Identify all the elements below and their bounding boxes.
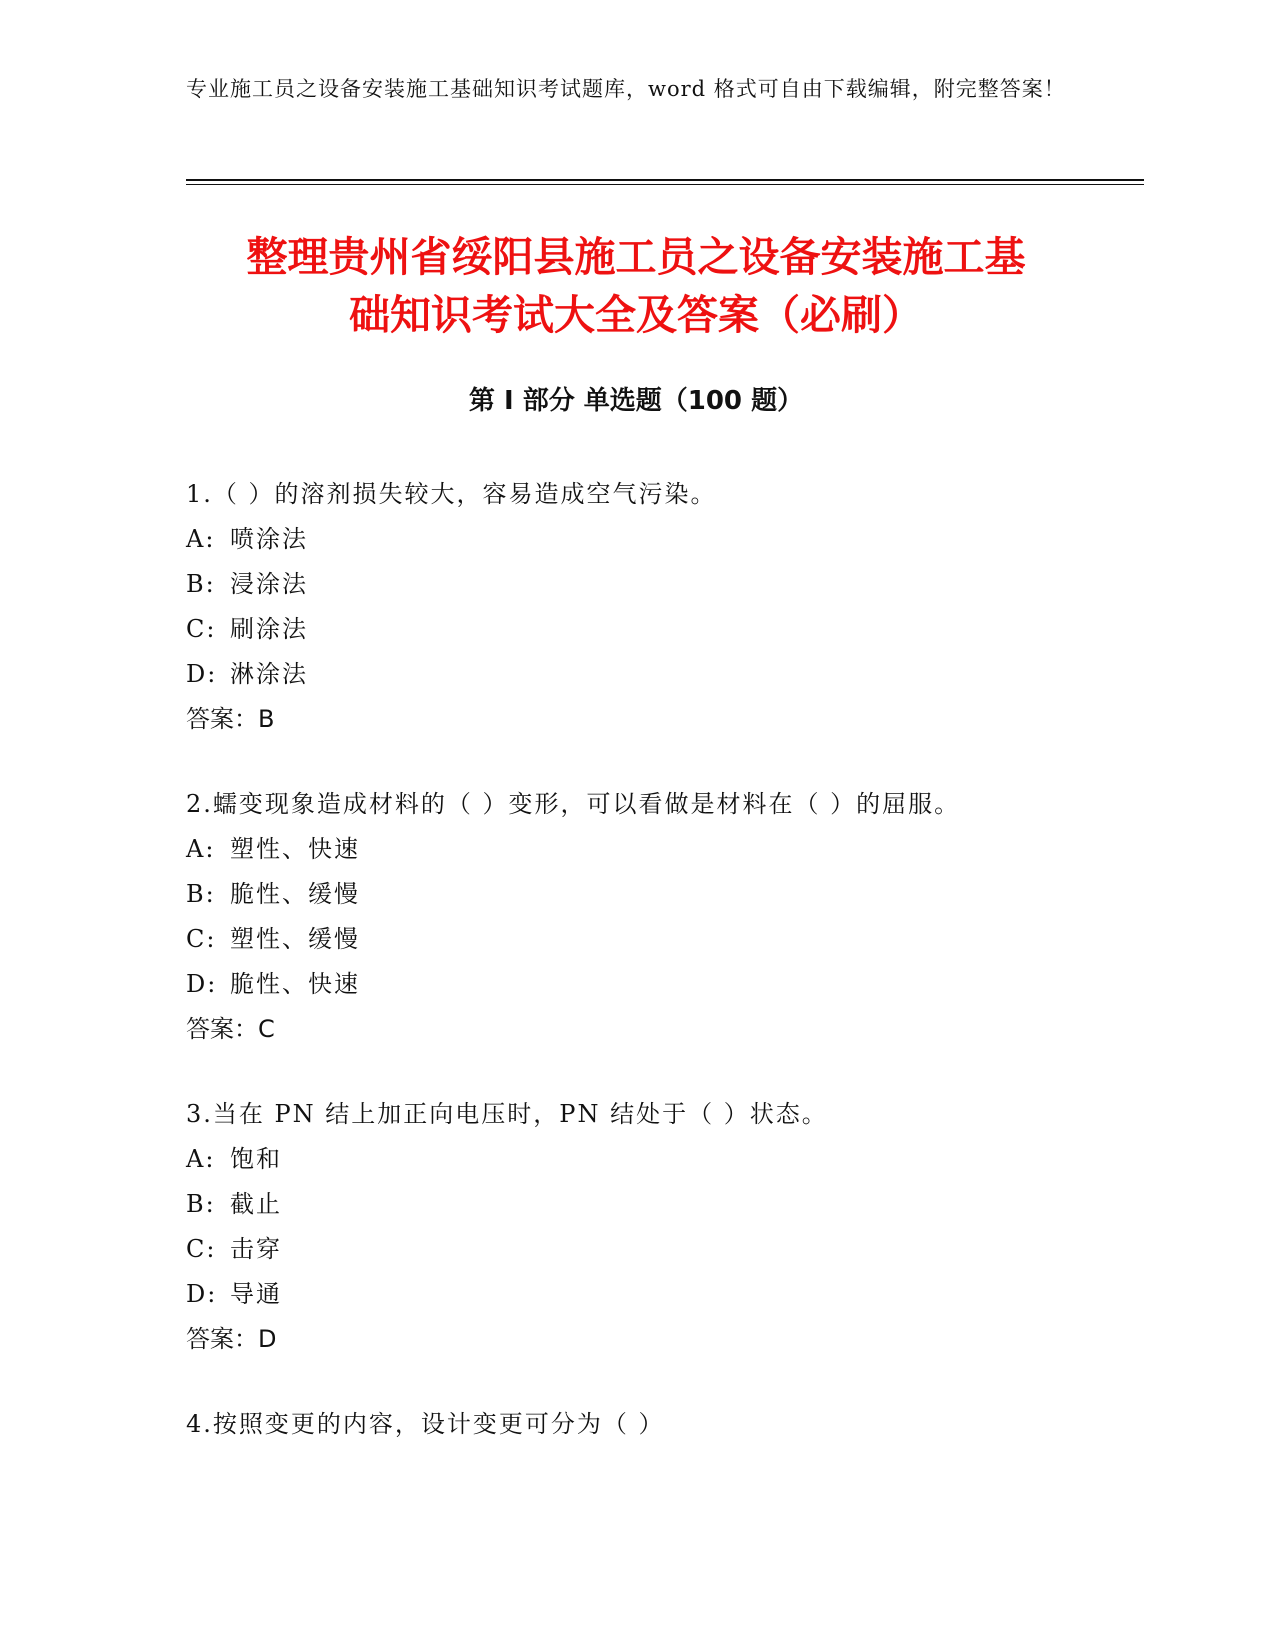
option-key: B: xyxy=(186,1190,216,1218)
option-key: D: xyxy=(186,1280,218,1308)
question-4 xyxy=(186,1402,1086,1447)
option-b xyxy=(186,562,1086,607)
option-b xyxy=(186,1182,1086,1227)
question-1 xyxy=(186,472,1086,742)
option-text: 截止 xyxy=(230,1190,282,1218)
option-c xyxy=(186,1227,1086,1272)
option-c xyxy=(186,917,1086,962)
option-a xyxy=(186,1137,1086,1182)
section-title: 第 I 部分 单选题（100 题） xyxy=(468,386,804,416)
document-title-line-2: 础知识考试大全及答案（必刷） xyxy=(349,291,923,339)
option-d xyxy=(186,652,1086,697)
option-a xyxy=(186,827,1086,872)
question-2 xyxy=(186,782,1086,1052)
option-key: A: xyxy=(186,525,216,553)
option-text: 喷涂法 xyxy=(230,525,308,553)
option-text: 脆性、快速 xyxy=(230,970,360,998)
header-rule-thin xyxy=(186,184,1144,185)
option-key: A: xyxy=(186,835,216,863)
option-text: 脆性、缓慢 xyxy=(230,880,360,908)
option-key: C: xyxy=(186,925,217,953)
option-key: B: xyxy=(186,570,216,598)
option-key: D: xyxy=(186,970,218,998)
option-key: C: xyxy=(186,1235,217,1263)
option-text: 导通 xyxy=(230,1280,282,1308)
option-text: 饱和 xyxy=(230,1145,282,1173)
question-stem: 1.（ ）的溶剂损失较大，容易造成空气污染。 xyxy=(186,480,717,508)
answer-line: 答案：D xyxy=(186,1325,277,1353)
header-rule-thick xyxy=(186,179,1144,181)
option-d xyxy=(186,962,1086,1007)
option-a xyxy=(186,517,1086,562)
option-text: 塑性、快速 xyxy=(230,835,360,863)
option-b xyxy=(186,872,1086,917)
option-c xyxy=(186,607,1086,652)
option-key: A: xyxy=(186,1145,216,1173)
option-text: 浸涂法 xyxy=(230,570,308,598)
option-key: B: xyxy=(186,880,216,908)
question-stem: 3.当在 PN 结上加正向电压时，PN 结处于（ ）状态。 xyxy=(186,1100,828,1128)
question-stem: 4.按照变更的内容，设计变更可分为（ ） xyxy=(186,1410,665,1438)
option-text: 击穿 xyxy=(230,1235,282,1263)
option-text: 淋涂法 xyxy=(230,660,308,688)
header-note: 专业施工员之设备安装施工基础知识考试题库，word 格式可自由下载编辑，附完整答案！ xyxy=(186,77,1066,101)
option-text: 塑性、缓慢 xyxy=(230,925,360,953)
document-title-line-1: 整理贵州省绥阳县施工员之设备安装施工基 xyxy=(246,233,1026,281)
option-d xyxy=(186,1272,1086,1317)
question-stem: 2.蠕变现象造成材料的（ ）变形，可以看做是材料在（ ）的屈服。 xyxy=(186,790,961,818)
option-key: D: xyxy=(186,660,218,688)
document-title xyxy=(186,228,1086,344)
question-list xyxy=(186,472,1086,1487)
question-3 xyxy=(186,1092,1086,1362)
option-key: C: xyxy=(186,615,217,643)
answer-line: 答案：C xyxy=(186,1015,275,1043)
answer-line: 答案：B xyxy=(186,705,275,733)
option-text: 刷涂法 xyxy=(230,615,308,643)
